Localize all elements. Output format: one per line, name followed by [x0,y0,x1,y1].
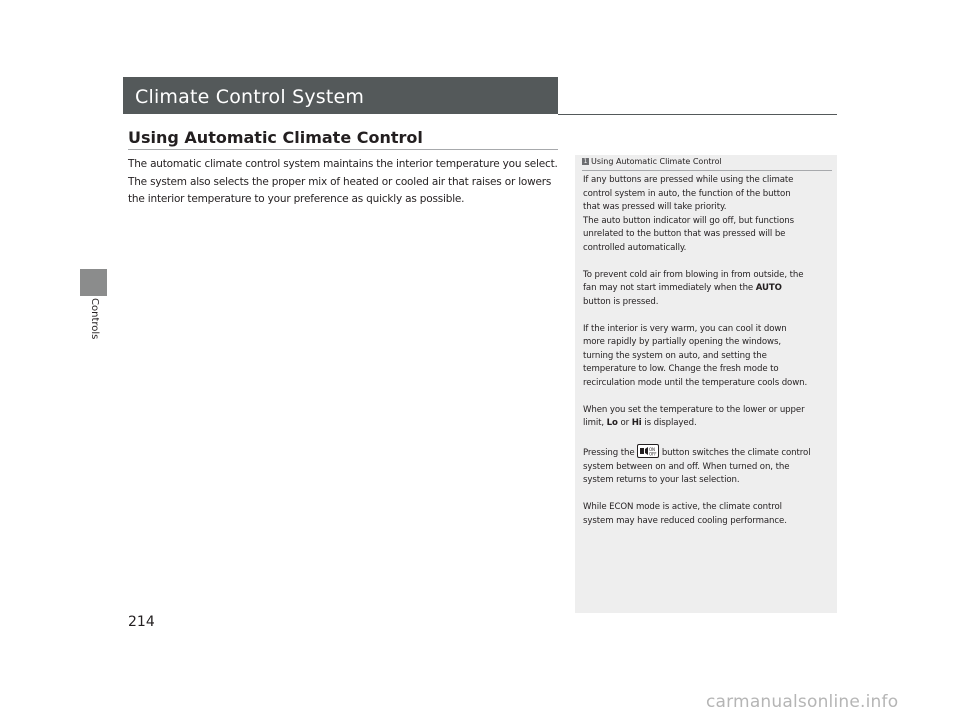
line: To prevent cold air from blowing in from outside, the [583,269,804,280]
line: fan may not start immediately when the [583,283,756,293]
sidebar-paragraph [583,323,833,391]
line: controlled automatically. [583,242,687,253]
line: button switches the climate control [659,448,811,458]
svg-text:OFF: OFF [649,451,657,456]
chapter-rule [558,114,837,115]
line: If any buttons are pressed while using the climate [583,175,794,185]
line: or [617,418,632,428]
line: While ECON mode is active, the climate control [583,502,782,512]
sidebar-heading-rule [582,170,832,171]
side-tab-marker [80,269,107,296]
section-rule [128,149,558,150]
line: more rapidly by partially opening the windows, [583,337,781,347]
line: temperature to low. Change the fresh mode to [583,364,779,374]
line: recirculation mode until the temperature cools down. [583,377,808,388]
body-line: the interior temperature to your preference as quickly as possible. [128,193,465,205]
watermark: carmanualsonline.info [706,692,899,712]
sidebar-body [583,174,833,542]
sidebar-heading [582,157,722,166]
sidebar-paragraph [583,404,833,431]
line: The auto button indicator will go off, but functions [583,215,794,226]
line: unrelated to the button that was pressed will be [583,229,786,239]
sidebar-paragraph [583,444,833,488]
line: that was pressed will take priority. [583,202,727,212]
lo-label: Lo [606,418,618,428]
line: limit, [583,418,607,428]
line: system may have reduced cooling performance. [583,515,787,526]
line: When you set the temperature to the lower or upper [583,404,805,415]
svg-text:ON: ON [649,447,656,452]
line: is displayed. [641,418,697,428]
section-title: Using Automatic Climate Control [128,128,423,147]
sidebar-paragraph [583,174,833,255]
page-number: 214 [128,614,155,630]
auto-button-label: AUTO [755,283,782,293]
reference-number-icon: 1 [583,158,588,165]
body-line: The system also selects the proper mix of heated or cooled air that raises or lowers [128,175,552,188]
body-line: The automatic climate control system maintains the interior temperature you select. [128,158,558,170]
line: control system in auto, the function of the button [583,188,791,199]
line: turning the system on auto, and setting the [583,350,767,361]
line: button is pressed. [583,296,659,307]
hi-label: Hi [631,418,642,428]
line: system between on and off. When turned on, the [583,461,790,472]
line: system returns to your last selection. [583,475,740,485]
chapter-title: Climate Control System [135,86,365,108]
line: Pressing the [583,448,638,458]
line: If the interior is very warm, you can cool it down [583,323,787,334]
sidebar-paragraph [583,501,833,528]
sidebar-heading-text: Using Automatic Climate Control [591,157,722,166]
section-body [128,156,568,209]
climate-on-off-icon [637,444,659,458]
side-section-label: Controls [89,298,100,340]
sidebar-paragraph [583,269,833,310]
